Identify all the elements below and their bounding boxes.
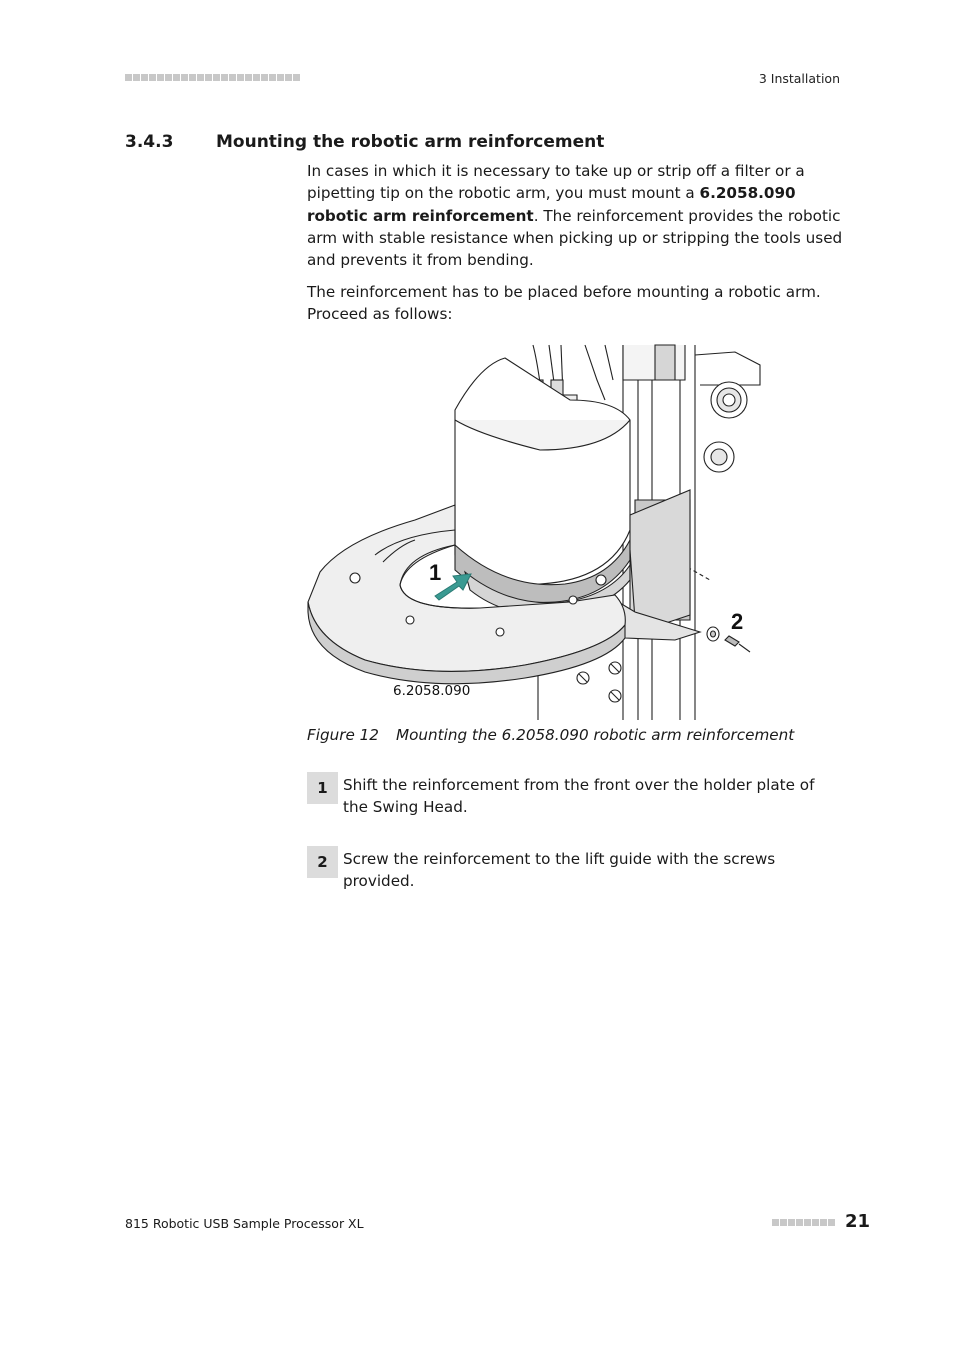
page-number: 21	[845, 1211, 871, 1232]
header-decoration	[125, 74, 300, 81]
section-number: 3.4.3	[125, 132, 174, 152]
part-reference: 6.2058.090 robotic arm reinforcement	[307, 184, 796, 225]
section-title: Mounting the robotic arm reinforcement	[216, 132, 605, 152]
reinforcement-illustration	[305, 340, 775, 722]
intro-paragraph	[307, 160, 847, 271]
figure-caption	[307, 726, 794, 744]
step-number-badge: 1	[307, 772, 338, 804]
chapter-header: 3 Installation	[758, 71, 840, 86]
callout-2: 2	[731, 609, 744, 634]
step-text: Shift the reinforcement from the front over the holder plate of the Swing Head.	[343, 776, 815, 817]
figure-number: Figure 12	[307, 726, 379, 744]
figure-caption-text: Mounting the 6.2058.090 robotic arm reinforcement	[396, 726, 795, 744]
part-label: 6.2058.090	[393, 683, 471, 699]
intro-text-a: In cases in which it is necessary to take up or strip off a filter or a pipetting tip on the robotic arm, you must mount a	[307, 162, 805, 203]
step-number-badge: 2	[307, 846, 338, 878]
footer-decoration	[772, 1219, 835, 1226]
callout-1: 1	[429, 560, 442, 585]
step-text: Screw the reinforcement to the lift guide with the screws provided.	[343, 850, 776, 891]
procedure-intro: The reinforcement has to be placed before mounting a robotic arm. Proceed as follows:	[307, 283, 821, 324]
intro-text-b: . The reinforcement provides the robotic arm with stable resistance when picking up or stripping the tools used and prevents it from bending.	[307, 206, 843, 270]
footer-product-name: 815 Robotic USB Sample Processor XL	[125, 1216, 364, 1231]
